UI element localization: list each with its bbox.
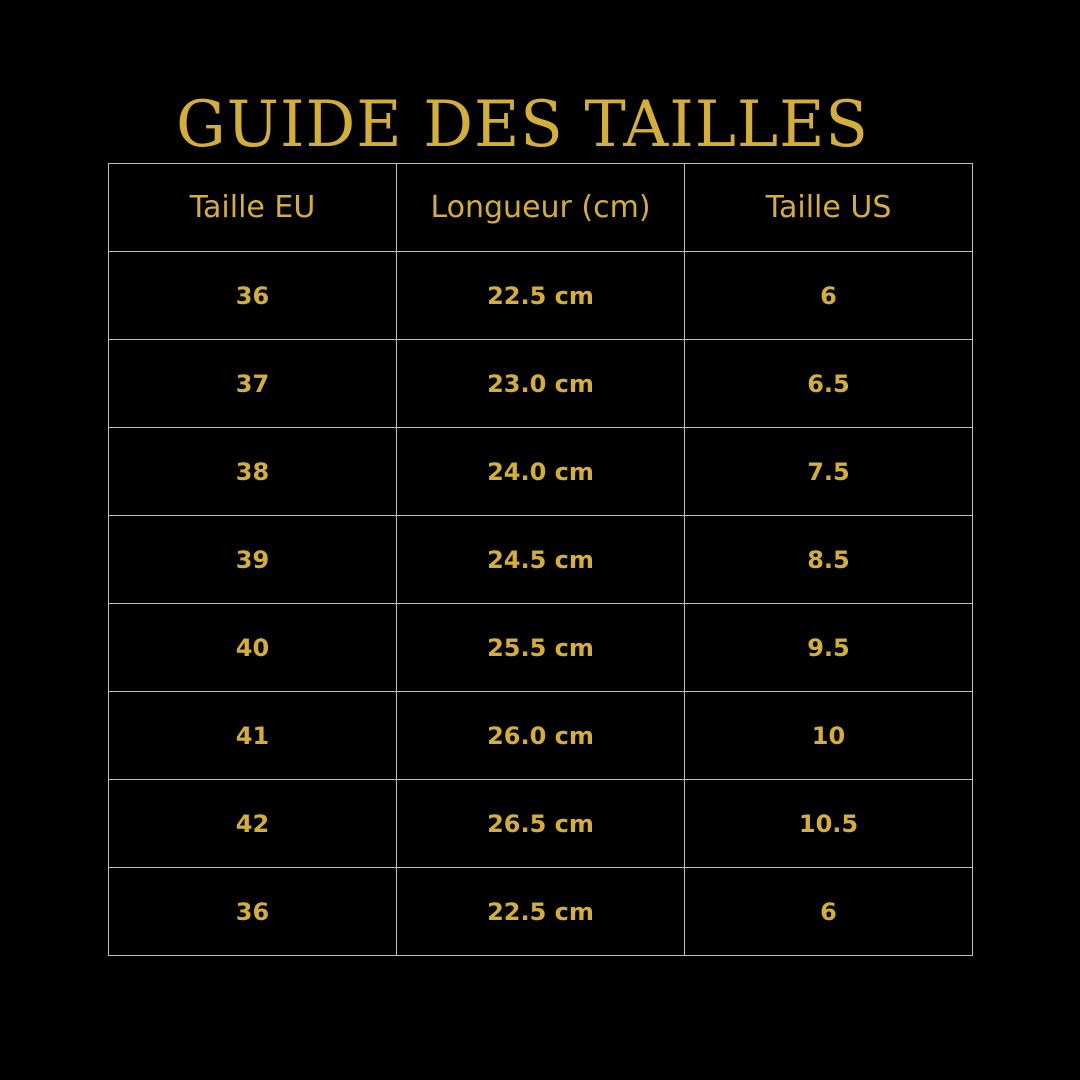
header-longueur: Longueur (cm) [397, 164, 685, 252]
table-row [109, 604, 973, 692]
cell-taille-eu: 36 [109, 868, 397, 956]
table-row [109, 692, 973, 780]
cell-longueur: 22.5 cm [397, 868, 685, 956]
cell-taille-eu: 41 [109, 692, 397, 780]
cell-taille-us: 6.5 [685, 340, 973, 428]
cell-taille-eu: 38 [109, 428, 397, 516]
cell-taille-us: 7.5 [685, 428, 973, 516]
size-table [108, 163, 973, 956]
cell-taille-eu: 42 [109, 780, 397, 868]
cell-taille-us: 10 [685, 692, 973, 780]
cell-taille-us: 6 [685, 868, 973, 956]
cell-taille-eu: 36 [109, 252, 397, 340]
cell-taille-us: 9.5 [685, 604, 973, 692]
size-table-header [109, 164, 973, 252]
cell-longueur: 26.5 cm [397, 780, 685, 868]
cell-longueur: 25.5 cm [397, 604, 685, 692]
header-taille-us: Taille US [685, 164, 973, 252]
table-row [109, 428, 973, 516]
cell-longueur: 23.0 cm [397, 340, 685, 428]
cell-longueur: 24.0 cm [397, 428, 685, 516]
table-row [109, 340, 973, 428]
table-row [109, 868, 973, 956]
cell-taille-us: 6 [685, 252, 973, 340]
table-row [109, 516, 973, 604]
cell-taille-us: 8.5 [685, 516, 973, 604]
cell-longueur: 22.5 cm [397, 252, 685, 340]
size-table-body [109, 252, 973, 956]
table-row [109, 780, 973, 868]
header-row [109, 164, 973, 252]
cell-longueur: 26.0 cm [397, 692, 685, 780]
page-title: GUIDE DES TAILLES [176, 87, 869, 162]
cell-taille-eu: 39 [109, 516, 397, 604]
cell-taille-us: 10.5 [685, 780, 973, 868]
cell-taille-eu: 40 [109, 604, 397, 692]
cell-taille-eu: 37 [109, 340, 397, 428]
cell-longueur: 24.5 cm [397, 516, 685, 604]
header-taille-eu: Taille EU [109, 164, 397, 252]
table-row [109, 252, 973, 340]
